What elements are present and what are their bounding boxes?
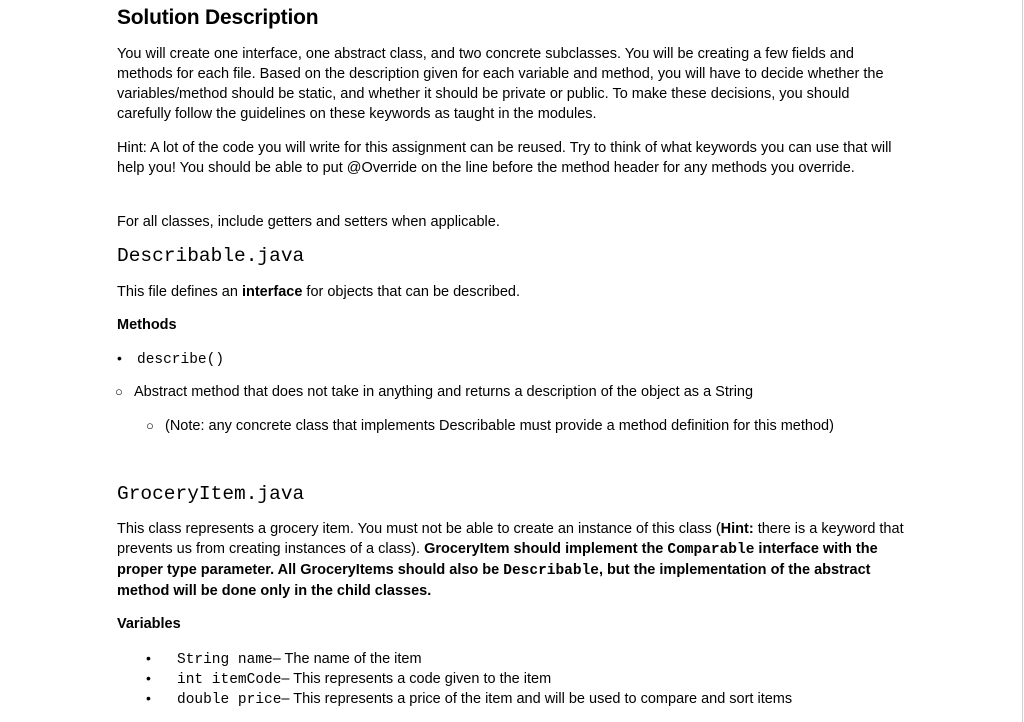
method-desc-bullet [115,382,753,402]
method-name: describe() [137,352,225,368]
variable-item [146,688,792,710]
describable-description [117,282,907,302]
variable-desc: – This represents a code given to the item [281,671,552,687]
grocery-b3: , but the implementation of the abstract method will be done only in the child classes. [117,562,871,599]
grocery-b2: interface with the proper type parameter. All GroceryItems should also be [117,541,878,578]
methods-heading: Methods [117,317,177,333]
groceryitem-description [117,519,907,601]
describable-desc-suffix: for objects that can be described. [302,284,521,300]
grocery-comparable: Comparable [667,542,755,558]
method-note: (Note: any concrete class that implements Describable must provide a method definition for this method) [165,418,834,434]
bullet-circle-icon: ○ [115,384,123,399]
variable-code: double price [177,692,282,708]
grocery-p1: This class represents a grocery item. You must not be able to create an instance of this class ( [117,521,721,537]
grocery-b1: GroceryItem should implement the [424,541,668,557]
variable-desc: – This represents a price of the item and will be used to compare and sort items [281,691,793,707]
variables-heading: Variables [117,616,181,632]
variable-code: int itemCode [177,672,282,688]
bullet-dot-icon: • [117,350,122,366]
hint-paragraph: Hint: A lot of the code you will write for this assignment can be reused. Try to think of what keywords you can use that will help you! You should be able to put @Override on the line before the method header for any methods you override. [117,140,892,176]
variable-desc: – The name of the item [272,651,422,667]
groceryitem-title: GroceryItem.java [117,483,305,505]
grocery-describable: Describable [503,563,599,579]
method-description: Abstract method that does not take in anything and returns a description of the object as a String [134,384,754,400]
method-bullet [117,348,224,370]
describable-desc-prefix: This file defines an [117,284,242,300]
page-title: Solution Description [117,6,319,29]
getters-paragraph: For all classes, include getters and setters when applicable. [117,214,500,230]
bullet-dot-icon: • [146,670,151,686]
describable-desc-bold: interface [241,284,303,300]
variable-item [146,648,422,670]
bullet-dot-icon: • [146,650,151,666]
variable-item [146,668,551,690]
grocery-p2: there is a keyword that prevents us from creating instances of a class). [117,521,904,557]
method-note-bullet [146,416,834,436]
bullet-circle-icon: ○ [146,418,154,433]
variable-code: String name [177,652,273,668]
grocery-hint-label: Hint: [720,521,754,537]
describable-title: Describable.java [117,245,305,267]
intro-paragraph: You will create one interface, one abstract class, and two concrete subclasses. You will be creating a few fields and methods for each file. Based on the description given for each variable and method, you will have to decide whether the variables/method should be static, and whether it should be private or public. To make these decisions, you should carefully follow the guidelines on these keywords as taught in the modules. [117,46,884,122]
bullet-dot-icon: • [146,690,151,706]
